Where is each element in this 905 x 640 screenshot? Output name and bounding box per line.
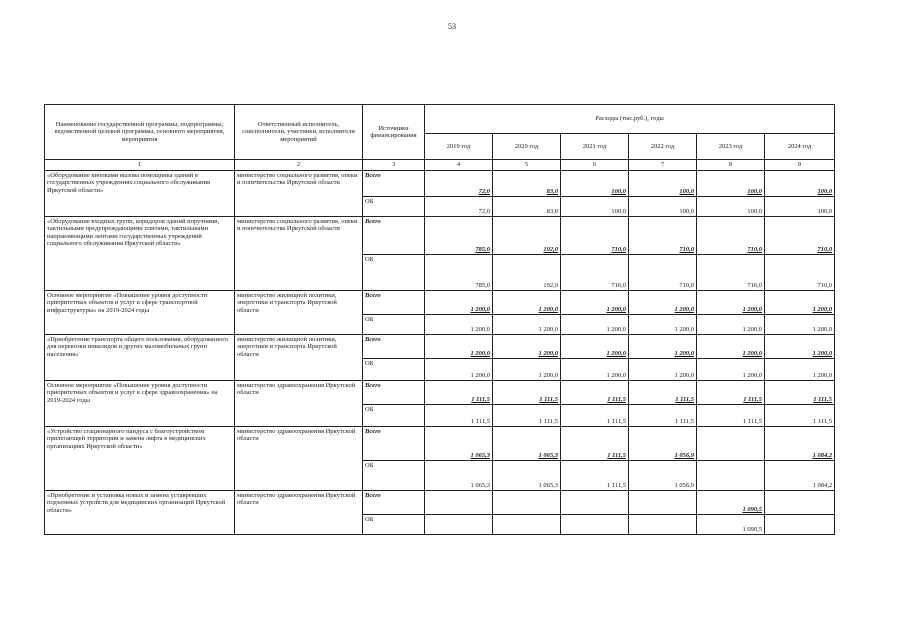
ob-value: 1 065,3	[425, 461, 493, 491]
ob-value: 1 111,5	[561, 405, 629, 427]
executor-name: министерство здравоохранения Иркутской области	[235, 427, 363, 491]
total-value: 710,0	[697, 217, 765, 255]
header-expenses: Расходы (тыс.руб.), годы	[425, 105, 835, 134]
activity-name: Основное мероприятие «Повышение уровня доступности приоритетных объектов и услуг в сфере здравоохранения» на 2019-2024 годы	[45, 381, 235, 427]
source-ob-label: ОБ	[363, 515, 425, 535]
column-number: 3	[363, 160, 425, 171]
ob-value: 1 111,5	[493, 405, 561, 427]
ob-value: 1 065,3	[493, 461, 561, 491]
total-value: 100,0	[697, 171, 765, 197]
total-value: 1 111,5	[425, 381, 493, 405]
ob-value: 100,0	[629, 197, 697, 217]
total-value: 1 200,0	[425, 335, 493, 359]
header-year: 2024 год	[765, 134, 835, 160]
total-value	[425, 491, 493, 515]
column-number: 7	[629, 160, 697, 171]
ob-value: 1 111,5	[629, 405, 697, 427]
total-value: 785,0	[425, 217, 493, 255]
source-ob-label: ОБ	[363, 255, 425, 291]
ob-value: 1 200,0	[561, 315, 629, 335]
header-year: 2022 год	[629, 134, 697, 160]
ob-value: 1 200,0	[561, 359, 629, 381]
activity-name: «Устройство стационарного пандуса с благоустройством прилегающей территории и замена лифта в медицинских организациях Иркутской области»	[45, 427, 235, 491]
column-number: 2	[235, 160, 363, 171]
ob-value: 100,0	[561, 197, 629, 217]
ob-value: 1 200,0	[697, 315, 765, 335]
total-value: 710,0	[765, 217, 835, 255]
source-total-label: Всего	[363, 381, 425, 405]
header-year: 2020 год	[493, 134, 561, 160]
total-value: 1 200,0	[765, 291, 835, 315]
total-value: 1 111,5	[629, 381, 697, 405]
ob-value: 710,0	[765, 255, 835, 291]
total-value: 1 065,3	[493, 427, 561, 461]
ob-value: 1 111,5	[765, 405, 835, 427]
ob-value: 72,0	[425, 197, 493, 217]
ob-value: 710,0	[697, 255, 765, 291]
ob-value: 1 200,0	[493, 315, 561, 335]
header-year: 2019 год	[425, 134, 493, 160]
header-year: 2021 год	[561, 134, 629, 160]
total-value	[561, 491, 629, 515]
ob-value	[561, 515, 629, 535]
ob-value	[493, 515, 561, 535]
ob-value: 100,0	[697, 197, 765, 217]
total-value	[493, 491, 561, 515]
ob-value: 1 090,5	[697, 515, 765, 535]
column-number: 5	[493, 160, 561, 171]
total-value	[765, 491, 835, 515]
activity-name: «Оборудование кнопками вызова помощника зданий в государственных учреждениях социального обслуживания Иркутской области»	[45, 171, 235, 217]
ob-value	[629, 515, 697, 535]
total-value: 710,0	[561, 217, 629, 255]
ob-value: 710,0	[629, 255, 697, 291]
ob-value: 100,0	[765, 197, 835, 217]
total-value: 1 090,5	[697, 491, 765, 515]
total-value: 1 056,9	[629, 427, 697, 461]
total-value: 1 065,3	[425, 427, 493, 461]
ob-value: 1 200,0	[629, 315, 697, 335]
total-value: 100,0	[629, 171, 697, 197]
ob-value: 83,0	[493, 197, 561, 217]
header-source: Источники финансирования	[363, 105, 425, 160]
header-executor: Ответственный исполнитель, соисполнители, участники, исполнители мероприятий	[235, 105, 363, 160]
ob-value: 1 200,0	[629, 359, 697, 381]
column-number: 8	[697, 160, 765, 171]
total-value: 1 111,5	[765, 381, 835, 405]
total-value: 1 200,0	[697, 291, 765, 315]
executor-name: министерство жилищной политики, энергетики и транспорта Иркутской области	[235, 291, 363, 335]
total-value: 710,0	[629, 217, 697, 255]
total-value: 1 200,0	[493, 335, 561, 359]
source-ob-label: ОБ	[363, 461, 425, 491]
executor-name: министерство социального развития, опеки и попечительства Иркутской области	[235, 171, 363, 217]
ob-value: 1 056,9	[629, 461, 697, 491]
header-name: Наименование государственной программы, подпрограммы, ведомственной целевой программы, основного мероприятия, мероприятия	[45, 105, 235, 160]
ob-value: 192,0	[493, 255, 561, 291]
ob-value: 1 200,0	[425, 315, 493, 335]
column-number: 9	[765, 160, 835, 171]
total-value: 1 200,0	[765, 335, 835, 359]
source-total-label: Всего	[363, 291, 425, 315]
budget-table	[44, 104, 835, 535]
total-value: 1 200,0	[561, 335, 629, 359]
total-value: 1 084,2	[765, 427, 835, 461]
executor-name: министерство здравоохранения Иркутской области	[235, 381, 363, 427]
total-value: 100,0	[765, 171, 835, 197]
activity-name: «Приобретение и установка новых и замена уставревших подъемных устройств для медицинских организаций Иркутской области»	[45, 491, 235, 535]
total-value: 1 200,0	[629, 335, 697, 359]
header-year: 2023 год	[697, 134, 765, 160]
total-value: 1 111,5	[561, 381, 629, 405]
source-ob-label: ОБ	[363, 359, 425, 381]
source-total-label: Всего	[363, 427, 425, 461]
ob-value: 1 111,5	[697, 405, 765, 427]
column-number: 1	[45, 160, 235, 171]
ob-value: 1 200,0	[425, 359, 493, 381]
total-value	[697, 427, 765, 461]
column-number: 6	[561, 160, 629, 171]
source-ob-label: ОБ	[363, 405, 425, 427]
ob-value	[425, 515, 493, 535]
activity-name: Основное мероприятие «Повышение уровня доступности приоритетных объектов и услуг в сфере транспортной инфраструктуры» на 2019-2024 годы	[45, 291, 235, 335]
total-value: 72,0	[425, 171, 493, 197]
source-ob-label: ОБ	[363, 197, 425, 217]
total-value: 1 111,5	[697, 381, 765, 405]
ob-value: 1 200,0	[765, 359, 835, 381]
total-value: 100,0	[561, 171, 629, 197]
executor-name: министерство жилищной политики, энергетики и транспорта Иркутской области	[235, 335, 363, 381]
column-number: 4	[425, 160, 493, 171]
ob-value: 785,0	[425, 255, 493, 291]
source-total-label: Всего	[363, 335, 425, 359]
total-value: 1 200,0	[561, 291, 629, 315]
ob-value: 1 200,0	[697, 359, 765, 381]
source-ob-label: ОБ	[363, 315, 425, 335]
ob-value: 1 200,0	[493, 359, 561, 381]
activity-name: «Приобретение транспорта общего пользования, оборудованного для перевозки инвалидов и других маломобильных групп населения»	[45, 335, 235, 381]
source-total-label: Всего	[363, 171, 425, 197]
total-value: 1 200,0	[425, 291, 493, 315]
total-value: 1 200,0	[493, 291, 561, 315]
total-value: 1 111,5	[493, 381, 561, 405]
activity-name: «Оборудование входных групп, коридоров зданий поручнями, тактильными предупреждающими плитами, тактильными направляющими лентами государственных учреждений социального обслуживания Иркутской области»	[45, 217, 235, 291]
source-total-label: Всего	[363, 491, 425, 515]
ob-value	[697, 461, 765, 491]
executor-name: министерство здравоохранения Иркутской области	[235, 491, 363, 535]
ob-value: 1 084,2	[765, 461, 835, 491]
total-value: 83,0	[493, 171, 561, 197]
executor-name: министерство социального развития, опеки и попечительства Иркутской области	[235, 217, 363, 291]
total-value: 1 200,0	[697, 335, 765, 359]
total-value: 192,0	[493, 217, 561, 255]
total-value	[629, 491, 697, 515]
ob-value: 1 111,5	[561, 461, 629, 491]
page-number: 53	[448, 22, 456, 31]
source-total-label: Всего	[363, 217, 425, 255]
ob-value	[765, 515, 835, 535]
total-value: 1 200,0	[629, 291, 697, 315]
total-value: 1 111,5	[561, 427, 629, 461]
ob-value: 1 111,5	[425, 405, 493, 427]
ob-value: 710,0	[561, 255, 629, 291]
ob-value: 1 200,0	[765, 315, 835, 335]
